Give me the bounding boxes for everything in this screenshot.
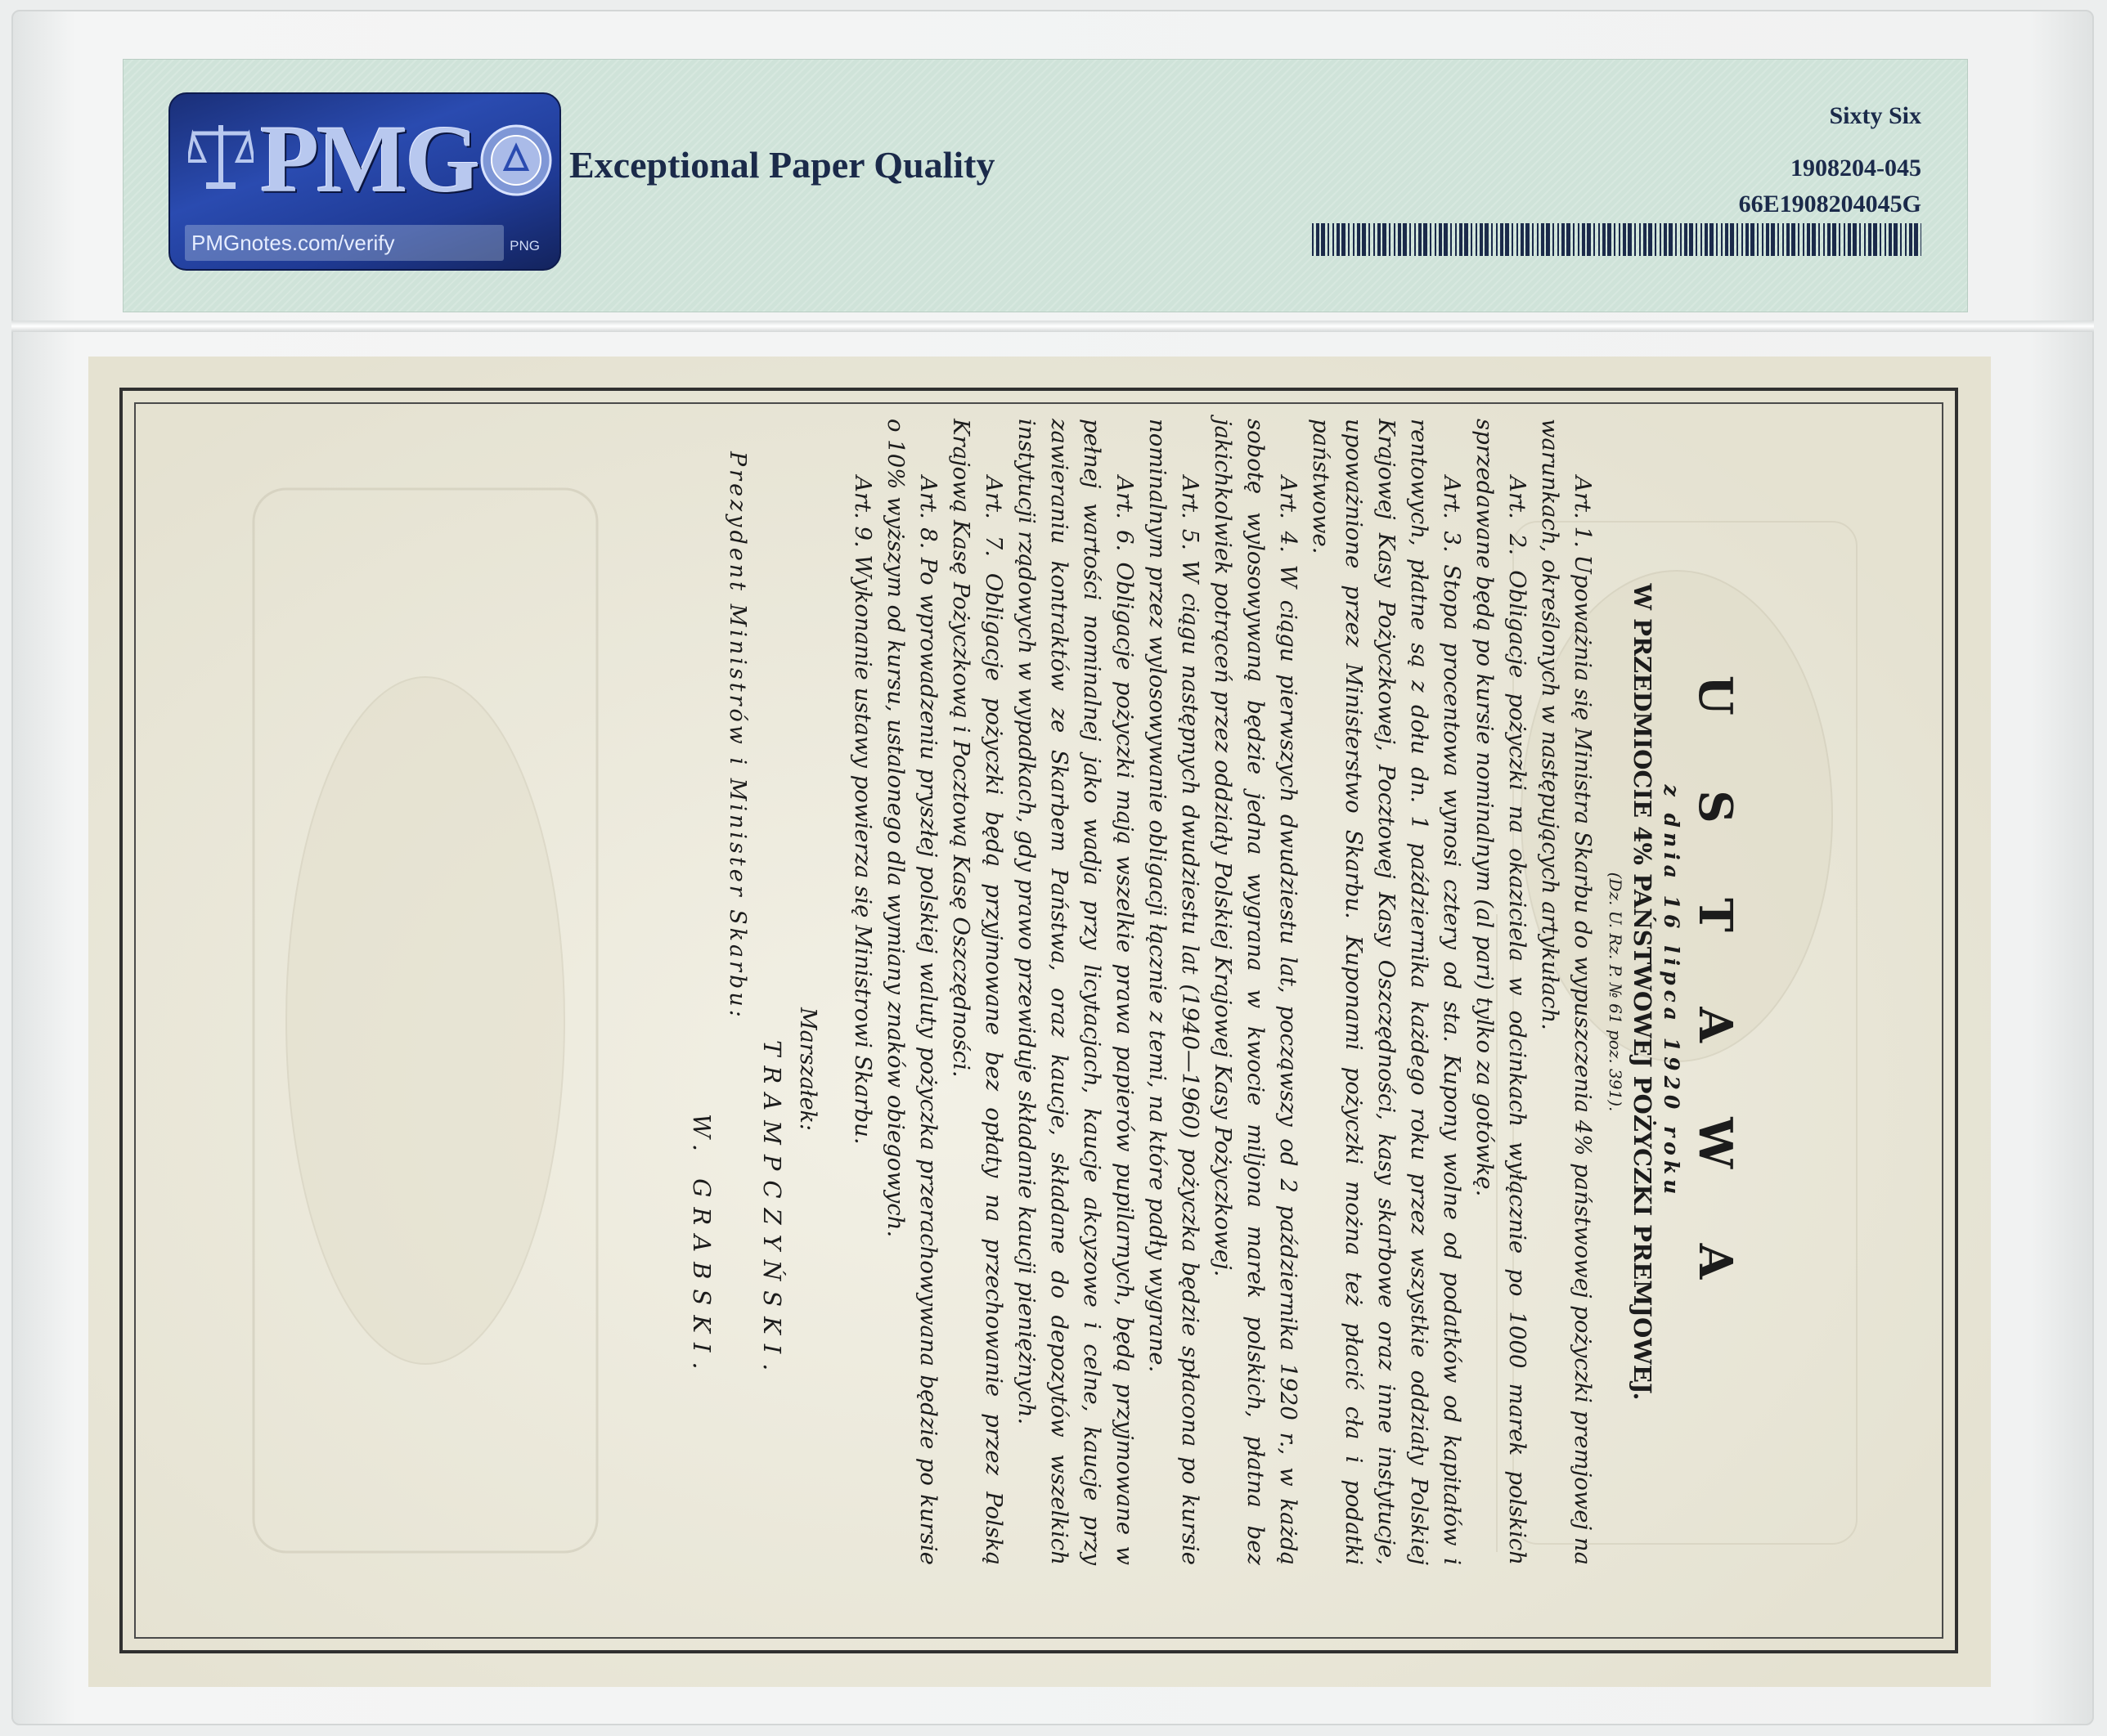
barcode-bar (1885, 223, 1886, 256)
barcode-bar (1798, 223, 1799, 256)
barcode-bar (1435, 223, 1436, 256)
verify-url: PMGnotes.com/verify (185, 225, 504, 261)
barcode-bar (1839, 223, 1840, 256)
barcode-bar (1655, 223, 1656, 256)
barcode-bar (1730, 223, 1734, 256)
barcode-bar (1566, 223, 1570, 256)
barcode-bar (1648, 223, 1652, 256)
barcode-bar (1680, 223, 1682, 256)
barcode-bar (1578, 223, 1579, 256)
barcode-bar (1348, 223, 1350, 256)
barcode-bar (1905, 223, 1907, 256)
barcode-bar (1844, 223, 1845, 256)
barcode-bar (1546, 223, 1550, 256)
barcode-bar (1639, 223, 1641, 256)
law-reference: (Dz. U. Rz. P. № 61 poz. 391). (1606, 872, 1625, 1112)
article-8: Art. 8. Po wprowadzeniu pryszłej polskiej waluty pożyczka przerachowywana będzie po kursie o 10% wyższym od kursu, ustalonego dla wymiany znaków obiegowych. (883, 419, 941, 1565)
article-3: Art. 3. Stopa procentowa wynosi cztery od sta. Kupony wolne od podatków od kapitałów i rentowych, płatne są z dołu dn. 1 października każdego roku przez wszystkie oddziały Polskiej Krajowej Kasy Pożyczkowej, Pocztowej Kasy Oszczędności, kasy skarbowe oraz inne instytucje, upoważnione przez Ministerstwo Skarbu. Kuponami pożyczki można też płacić cła i podatki państwowe. (1308, 419, 1465, 1565)
barcode-bar (1362, 223, 1366, 256)
barcode-bar (1480, 223, 1483, 256)
barcode-bar (1337, 223, 1340, 256)
barcode-bar (1812, 223, 1816, 256)
barcode-bar (1398, 223, 1401, 256)
barcode-bar (1623, 223, 1626, 256)
banknote (88, 357, 1991, 1687)
cert-number: 1908204-045 (1790, 155, 1921, 182)
barcode-bar (1491, 223, 1493, 256)
epq-designation: Exceptional Paper Quality (569, 144, 995, 186)
barcode-bar (1368, 223, 1370, 256)
barcode-bar (1582, 223, 1585, 256)
barcode-bar (1430, 223, 1431, 256)
article-5: Art. 5. W ciągu następnych dwudziestu lat (1940—1960) pożyczka będzie spłacona po kursie nominalnym przez wylosowywanie obligacji łącznie z temi, na które padły wygrane. (1144, 419, 1203, 1565)
barcode-bar (1669, 223, 1673, 256)
hologram-seal-icon (479, 123, 553, 197)
barcode-bar (1382, 223, 1386, 256)
barcode-bar (1823, 223, 1825, 256)
barcode-bar (1423, 223, 1427, 256)
barcode-bar (1598, 223, 1600, 256)
holder-seam (11, 321, 2094, 332)
barcode-bar (1664, 223, 1667, 256)
barcode-bar (1709, 223, 1714, 256)
barcode-bar (1512, 223, 1513, 256)
barcode-bar (1868, 223, 1871, 256)
barcode-bar (1721, 223, 1723, 256)
article-1: Art. 1. Upoważnia się Ministra Skarbu do wypuszczenia 4% państwowej pożyczki premjowej na warunkach, określonych w następujących artykułach. (1537, 419, 1596, 1565)
barcode-bar (1389, 223, 1390, 256)
barcode-bar (1414, 223, 1416, 256)
barcode-bar (1827, 223, 1831, 256)
barcode-bar (1832, 223, 1836, 256)
barcode-bar (1403, 223, 1407, 256)
barcode-bar (1757, 223, 1759, 256)
barcode-bar (1373, 223, 1375, 256)
barcode-bar (1353, 223, 1354, 256)
law-title: U S T A W A (1688, 675, 1742, 1309)
barcode-bar (1818, 223, 1820, 256)
barcode-bar (1766, 223, 1769, 256)
barcode-bar (1675, 223, 1677, 256)
barcode-bar (1552, 223, 1554, 256)
barcode-bar (1328, 223, 1329, 256)
barcode-bar (1394, 223, 1395, 256)
law-date: z dnia 16 lipca 1920 roku (1660, 784, 1683, 1200)
barcode-bar (1634, 223, 1636, 256)
barcode-bar (1643, 223, 1647, 256)
logo-wordmark: PMG (260, 105, 478, 213)
barcode-bar (1803, 223, 1804, 256)
barcode-bar (1485, 223, 1489, 256)
barcode-bar (1741, 223, 1743, 256)
barcode-bar (1496, 223, 1498, 256)
barcode-bar (1628, 223, 1632, 256)
minister-title: Prezydent Ministrów i Minister Skarbu: (725, 451, 750, 1021)
barcode-bar (1444, 223, 1448, 256)
barcode-bar (1332, 223, 1334, 256)
barcode-bar (1716, 223, 1718, 256)
png-mark: PNG (510, 238, 540, 253)
barcode-bar (1909, 223, 1912, 256)
barcode-bar (1593, 223, 1595, 256)
barcode-bar (1864, 223, 1866, 256)
barcode-bar (1521, 223, 1524, 256)
barcode-bar (1537, 223, 1539, 256)
law-text (483, 419, 1742, 1565)
barcode-bar (1786, 223, 1790, 256)
grading-label (123, 59, 1968, 312)
minister-name: W. GRABSKI. (688, 1114, 716, 1379)
barcode-bar (1439, 223, 1442, 256)
barcode-bar (1750, 223, 1754, 256)
barcode-bar (1450, 223, 1452, 256)
barcode-bar (1471, 223, 1472, 256)
barcode (1312, 223, 1921, 256)
barcode-bar (1557, 223, 1559, 256)
barcode-bar (1587, 223, 1591, 256)
marshal-title: Marszałek: (795, 1007, 820, 1132)
barcode-bar (1614, 223, 1615, 256)
barcode-bar (1464, 223, 1468, 256)
barcode-bar (1602, 223, 1606, 256)
barcode-bar (1894, 223, 1898, 256)
article-7: Art. 7. Obligacje pożyczki będą przyjmowane bez opłaty na przechowanie przez Polską Krajową Kasę Pożyczkową i Pocztową Kasę Oszczędności. (948, 419, 1007, 1565)
barcode-bar (1859, 223, 1861, 256)
barcode-bar (1418, 223, 1422, 256)
barcode-bar (1377, 223, 1381, 256)
barcode-bar (1914, 223, 1918, 256)
barcode-bar (1455, 223, 1457, 256)
barcode-bar (1689, 223, 1693, 256)
barcode-bar (1516, 223, 1518, 256)
law-text-area (483, 419, 1742, 1565)
barcode-bar (1505, 223, 1509, 256)
article-4: Art. 4. W ciągu pierwszych dwudziestu lat, począwszy od 2 października 1920 r., w każdą sobotę wylosowywaną będzie jedna wygrana w kwocie miljona marek polskich, płatna bez jakichkolwiek potrąceń przez oddziały Polskiej Krajowej Kasy Pożyczkowej. (1210, 419, 1301, 1565)
barcode-bar (1782, 223, 1784, 256)
article-2: Art. 2. Obligacje pożyczki na okaziciela w odcinkach wyłącznie po 1000 marek polskich sprzedawane będą po kursie nominalnym (al pari) tylko za gotówkę. (1471, 419, 1530, 1565)
barcode-bar (1762, 223, 1763, 256)
barcode-bar (1459, 223, 1462, 256)
article-9: Art. 9. Wykonanie ustawy powierza się Ministrowi Skarbu. (850, 476, 876, 1145)
barcode-bar (1321, 223, 1325, 256)
barcode-bar (1791, 223, 1795, 256)
barcode-bar (1900, 223, 1902, 256)
marshal-name: TRAMPCZYŃSKI. (758, 1040, 786, 1381)
signatures (683, 419, 824, 1565)
barcode-bar (1684, 223, 1687, 256)
barcode-bar (1777, 223, 1779, 256)
barcode-code: 66E1908204045G (1738, 191, 1921, 218)
barcode-bar (1561, 223, 1565, 256)
barcode-bar (1409, 223, 1411, 256)
grade-text: Sixty Six (1829, 102, 1921, 129)
barcode-bar (1619, 223, 1620, 256)
barcode-bar (1745, 223, 1749, 256)
barcode-bar (1873, 223, 1877, 256)
barcode-bar (1532, 223, 1534, 256)
barcode-bar (1312, 223, 1314, 256)
barcode-bar (1889, 223, 1892, 256)
barcode-bar (1700, 223, 1702, 256)
barcode-bar (1316, 223, 1319, 256)
barcode-bar (1696, 223, 1697, 256)
barcode-bar (1853, 223, 1857, 256)
barcode-bar (1476, 223, 1477, 256)
barcode-bar (1357, 223, 1360, 256)
barcode-bar (1525, 223, 1530, 256)
barcode-bar (1705, 223, 1708, 256)
barcode-bar (1771, 223, 1775, 256)
scales-icon (188, 119, 254, 192)
barcode-bar (1807, 223, 1810, 256)
article-6: Art. 6. Obligacje pożyczki mają wszelkie prawa papierów pupilarnych, będą przyjmowane w pełnej wartości nominalnej jako wadja przy licytacjach, kaucje akcyzowe i celne, kaucje przy zawieraniu kontraktów ze Skarbem Państwa, oraz kaucje, składane do depozytów wszelkich instytucji rządowych w wypadkach, gdy prawo przewiduje składanie kaucji pieniężnych. (1013, 419, 1138, 1565)
barcode-bar (1341, 223, 1346, 256)
barcode-bar (1725, 223, 1728, 256)
pmg-logo (168, 92, 561, 271)
barcode-bar (1880, 223, 1881, 256)
barcode-bar (1848, 223, 1851, 256)
barcode-bar (1736, 223, 1738, 256)
barcode-bar (1541, 223, 1544, 256)
barcode-bar (1500, 223, 1503, 256)
barcode-bar (1660, 223, 1661, 256)
barcode-bar (1573, 223, 1575, 256)
law-subject: W PRZEDMIOCIE 4% PAŃSTWOWEJ POŻYCZKI PREMJOWEJ. (1629, 583, 1656, 1401)
barcode-bar (1607, 223, 1611, 256)
